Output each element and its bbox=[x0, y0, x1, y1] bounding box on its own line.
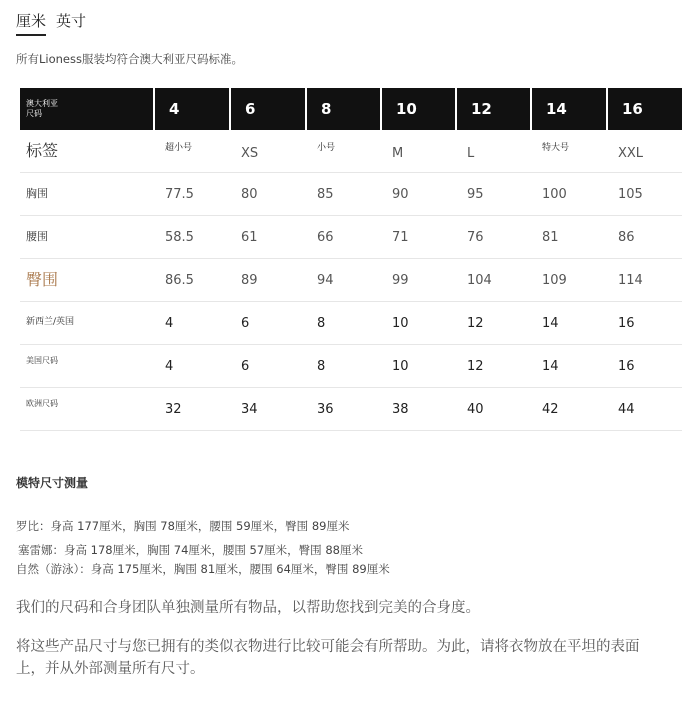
table-cell: 6 bbox=[241, 358, 250, 374]
table-cell: 8 bbox=[317, 358, 326, 374]
models-title: 模特尺寸测量 bbox=[16, 476, 89, 490]
header-size: 10 bbox=[380, 88, 455, 130]
header-size: 8 bbox=[305, 88, 380, 130]
table-cell: 95 bbox=[467, 186, 484, 202]
header-label bbox=[20, 88, 153, 130]
table-cell: 104 bbox=[467, 272, 492, 288]
table-cell: 61 bbox=[241, 229, 258, 245]
row-label: 美国尺码 bbox=[26, 356, 58, 365]
table-cell: 6 bbox=[241, 315, 250, 331]
table-row-hips bbox=[20, 259, 682, 302]
table-cell: 66 bbox=[317, 229, 334, 245]
table-cell: 99 bbox=[392, 272, 409, 288]
table-cell: 10 bbox=[392, 315, 409, 331]
row-label: 腰围 bbox=[26, 230, 48, 243]
row-label: 标签 bbox=[26, 141, 59, 160]
header-size: 12 bbox=[455, 88, 530, 130]
table-cell: XS bbox=[241, 146, 259, 161]
table-cell: 100 bbox=[542, 186, 567, 202]
table-cell: 71 bbox=[392, 229, 409, 245]
table-cell: 58.5 bbox=[165, 229, 194, 245]
table-row-nz-uk bbox=[20, 302, 682, 345]
table-header-row bbox=[20, 88, 682, 130]
table-cell: 86.5 bbox=[165, 272, 194, 288]
header-size: 6 bbox=[229, 88, 305, 130]
table-cell: 114 bbox=[618, 272, 643, 288]
table-cell: 76 bbox=[467, 229, 484, 245]
table-row-us bbox=[20, 345, 682, 388]
size-table bbox=[20, 88, 682, 431]
table-cell: 86 bbox=[618, 229, 635, 245]
table-cell: 10 bbox=[392, 358, 409, 374]
table-cell: 89 bbox=[241, 272, 258, 288]
table-cell: 32 bbox=[165, 401, 182, 417]
fit-team-paragraph: 我们的尺码和合身团队单独测量所有物品，以帮助您找到完美的合身度。 bbox=[16, 600, 480, 616]
table-cell: 4 bbox=[165, 358, 174, 374]
table-cell: 8 bbox=[317, 315, 326, 331]
table-cell: 42 bbox=[542, 401, 559, 417]
table-cell: 12 bbox=[467, 315, 484, 331]
table-cell: 81 bbox=[542, 229, 559, 245]
tab-cm[interactable]: 厘米 bbox=[16, 10, 46, 36]
table-cell: 85 bbox=[317, 186, 334, 202]
header-size: 4 bbox=[153, 88, 229, 130]
table-cell: 12 bbox=[467, 358, 484, 374]
row-label: 新西兰/英国 bbox=[26, 317, 75, 327]
table-cell: 38 bbox=[392, 401, 409, 417]
row-label: 胸围 bbox=[26, 187, 48, 200]
table-cell: 90 bbox=[392, 186, 409, 202]
table-cell: 105 bbox=[618, 186, 643, 202]
model-measurement: 自然（游泳）：身高 175厘米，胸围 81厘米，腰围 64厘米，臀围 89厘米 bbox=[16, 562, 390, 576]
measure-tip-paragraph: 将这些产品尺寸与您已拥有的类似衣物进行比较可能会有所帮助。为此，请将衣物放在平坦的表面上，并从外部测量所有尺寸。 bbox=[16, 639, 640, 677]
table-row-tag bbox=[20, 130, 682, 173]
table-cell: 109 bbox=[542, 272, 567, 288]
header-label-line: 澳大利亚 bbox=[26, 99, 58, 108]
table-row-bust bbox=[20, 173, 682, 216]
tab-inch[interactable]: 英寸 bbox=[56, 12, 87, 30]
model-measurement: 罗比：身高 177厘米，胸围 78厘米，腰围 59厘米，臀围 89厘米 bbox=[16, 519, 350, 533]
size-standard-note: 所有Lioness服装均符合澳大利亚尺码标准。 bbox=[16, 52, 243, 66]
table-cell: 40 bbox=[467, 401, 484, 417]
table-cell: 80 bbox=[241, 186, 258, 202]
table-cell: 超小号 bbox=[165, 143, 193, 153]
model-measurement: 塞雷娜：身高 178厘米，胸围 74厘米，腰围 57厘米，臀围 88厘米 bbox=[18, 543, 363, 557]
row-label: 臀围 bbox=[26, 270, 59, 289]
table-cell: 16 bbox=[618, 315, 635, 331]
table-cell: M bbox=[392, 146, 404, 161]
table-cell: 小号 bbox=[317, 143, 336, 153]
table-cell: 77.5 bbox=[165, 186, 194, 202]
table-cell: 34 bbox=[241, 401, 258, 417]
table-row-eu bbox=[20, 388, 682, 431]
table-cell: 16 bbox=[618, 358, 635, 374]
header-size: 14 bbox=[530, 88, 606, 130]
table-cell: XXL bbox=[618, 146, 644, 161]
table-cell: 94 bbox=[317, 272, 334, 288]
header-label-line: 尺码 bbox=[26, 109, 42, 118]
table-cell: L bbox=[467, 146, 475, 161]
table-cell: 36 bbox=[317, 401, 334, 417]
header-size: 16 bbox=[606, 88, 682, 130]
table-cell: 14 bbox=[542, 315, 559, 331]
row-label: 欧洲尺码 bbox=[26, 399, 58, 408]
table-row-waist bbox=[20, 216, 682, 259]
table-cell: 4 bbox=[165, 315, 174, 331]
table-cell: 44 bbox=[618, 401, 635, 417]
unit-tabs bbox=[16, 10, 86, 36]
table-cell: 14 bbox=[542, 358, 559, 374]
table-cell: 特大号 bbox=[542, 143, 570, 153]
